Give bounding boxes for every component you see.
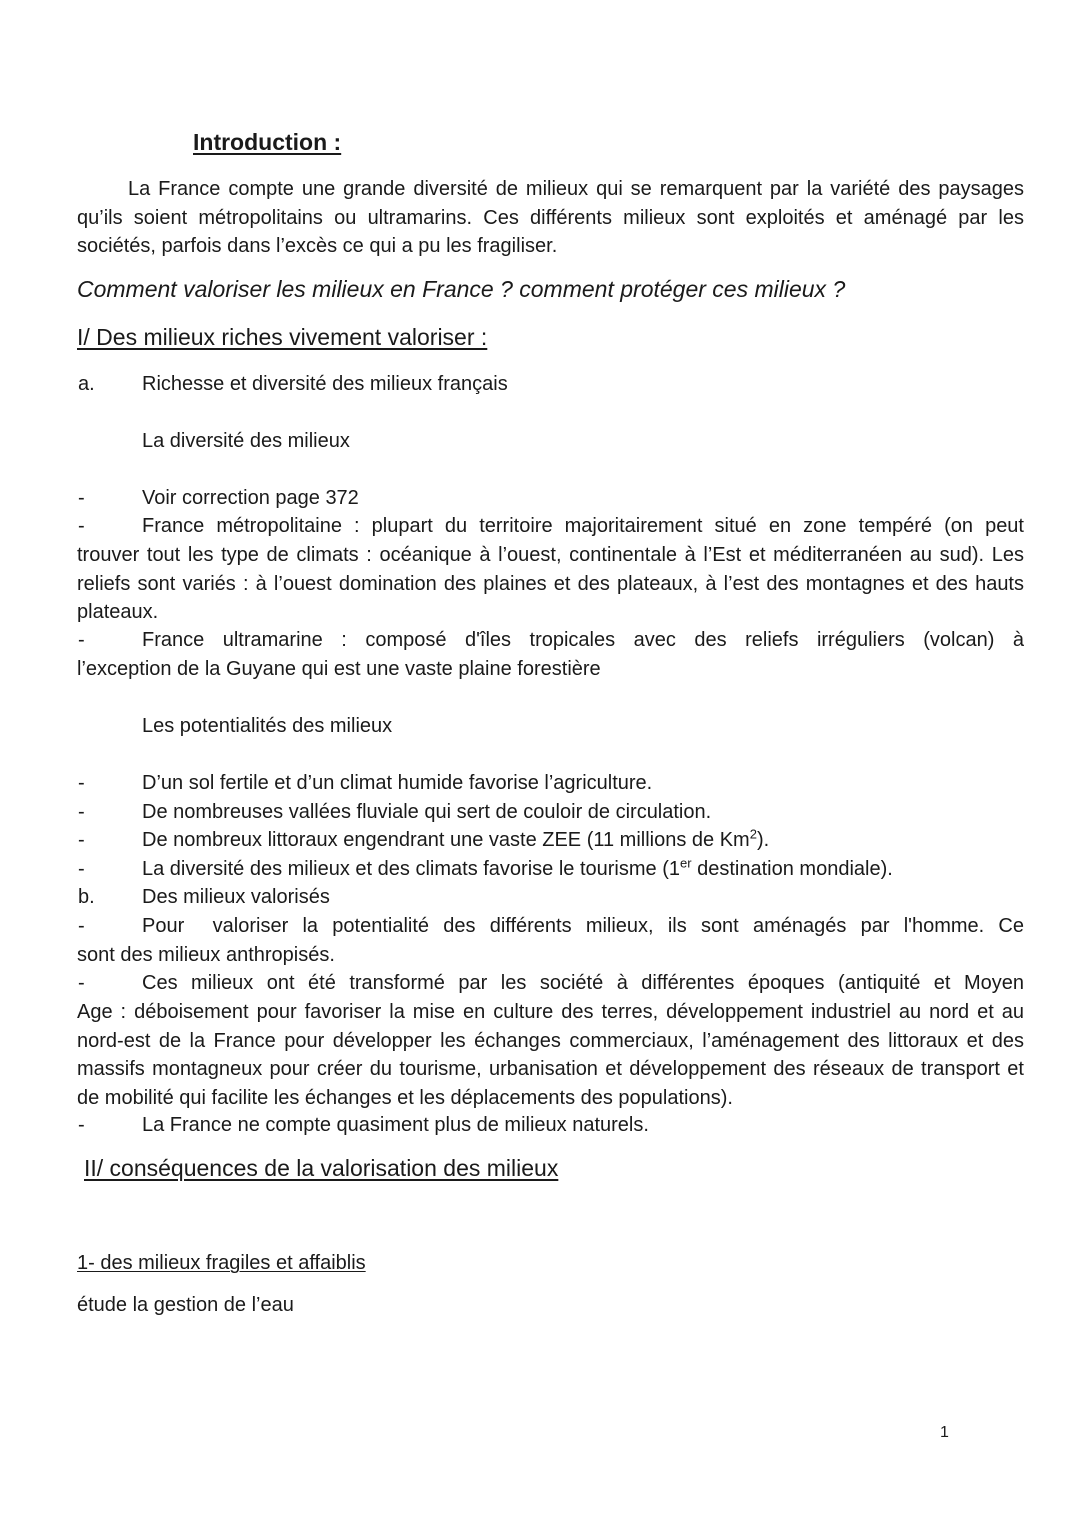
- subsection-a-marker: a.: [78, 373, 95, 395]
- section-2-title: II/ conséquences de la valorisation des milieux: [84, 1155, 559, 1181]
- list-dash: -: [78, 772, 85, 794]
- list-dash: -: [78, 1114, 85, 1136]
- potential-subtitle: Les potentialités des milieux: [142, 715, 393, 737]
- section-2-sub-1-text: étude la gestion de l’eau: [77, 1294, 294, 1316]
- page-number: 1: [940, 1424, 949, 1441]
- potential-item-2: De nombreuses vallées fluviale qui sert de couloir de circulation.: [142, 801, 712, 823]
- list-dash: -: [78, 829, 85, 851]
- problem-question: Comment valoriser les milieux en France ? comment protéger ces milieux ?: [77, 276, 846, 302]
- diversity-item-2-rest: trouver tout les type de climats : océanique à l’ouest, continentale à l’Est et méditerranéen au sud). Les reliefs sont variés : à l’ouest domination des plaines et des plateaux, à l’est des montagnes et des hauts plateaux.: [77, 544, 1024, 624]
- superscript: 2: [749, 826, 757, 842]
- subsection-a-title: Richesse et diversité des milieux français: [142, 373, 508, 395]
- valorised-item-1-rest: sont des milieux anthropisés.: [77, 944, 335, 966]
- list-dash: -: [78, 858, 85, 880]
- superscript: er: [680, 855, 692, 871]
- subsection-b-marker: b.: [78, 886, 95, 908]
- list-dash: -: [78, 629, 85, 651]
- diversity-item-1: Voir correction page 372: [142, 487, 359, 509]
- potential-item-3: De nombreux littoraux engendrant une vaste ZEE (11 millions de Km$^2$).: [142, 826, 770, 851]
- valorised-item-1-line1: Pour valoriser la potentialité des différents milieux, ils sont aménagés par l'homme. Ce: [142, 915, 1024, 937]
- list-dash: -: [78, 972, 85, 994]
- list-dash: -: [78, 487, 85, 509]
- valorised-item-2-line1: Ces milieux ont été transformé par les société à différentes époques (antiquité et Moyen: [142, 972, 1024, 994]
- intro-heading: Introduction :: [193, 129, 342, 155]
- list-dash: -: [78, 515, 85, 537]
- diversity-item-3-line1: France ultramarine : composé d'îles tropicales avec des reliefs irréguliers (volcan) à: [142, 629, 1024, 651]
- diversity-item-2-line1: France métropolitaine : plupart du territoire majoritairement situé en zone tempéré (on peut: [142, 515, 1024, 537]
- section-1-title: I/ Des milieux riches vivement valoriser :: [77, 324, 488, 350]
- diversity-item-3-rest: l’exception de la Guyane qui est une vaste plaine forestière: [77, 658, 601, 680]
- valorised-item-2-rest: Age : déboisement pour favoriser la mise en culture des terres, développement industriel au nord et au nord-est de la France pour développer les échanges commerciaux, l’aménagement des littoraux et des massifs montagneux pour créer du tourisme, urbanisation et développement des réseaux de transport et de mobilité qui facilite les échanges et les déplacements des populations).: [77, 1001, 1024, 1109]
- potential-item-4: La diversité des milieux et des climats favorise le tourisme (1er destination mondiale).: [142, 855, 893, 880]
- section-2-sub-1: 1- des milieux fragiles et affaiblis: [77, 1252, 366, 1274]
- list-dash: -: [78, 801, 85, 823]
- list-dash: -: [78, 915, 85, 937]
- potential-item-1: D’un sol fertile et d’un climat humide favorise l’agriculture.: [142, 772, 653, 794]
- subsection-b-title: Des milieux valorisés: [142, 886, 330, 908]
- diversity-subtitle: La diversité des milieux: [142, 430, 350, 452]
- valorised-item-3: La France ne compte quasiment plus de milieux naturels.: [142, 1114, 649, 1136]
- intro-paragraph: La France compte une grande diversité de milieux qui se remarquent par la variété des paysages qu’ils soient métropolitains ou ultramarins. Ces différents milieux sont exploités et aménagé par les sociétés, parfois dans l’excès ce qui a pu les fragiliser.: [77, 178, 1024, 258]
